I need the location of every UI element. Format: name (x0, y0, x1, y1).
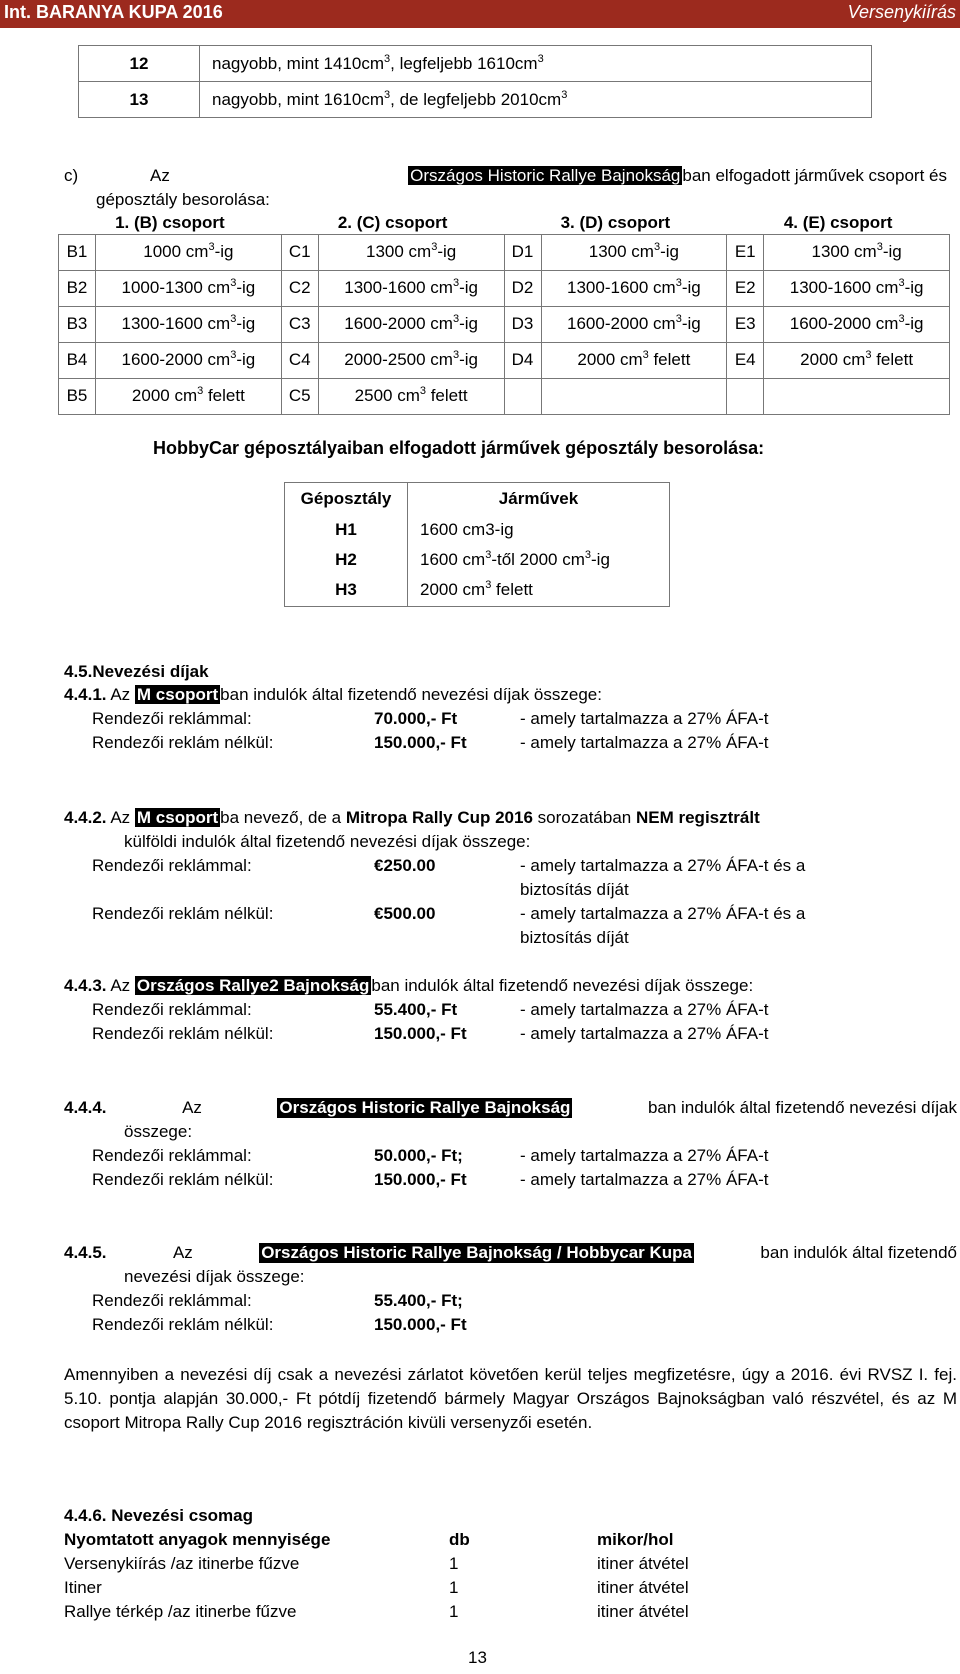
group-code: C2 (281, 270, 318, 306)
section-4-4-2-heading: 4.4.2. Az M csoport ba nevező, de a Mitropa Rally Cup 2016 sorozatában NEM regisztrált (64, 808, 760, 827)
row-text: nagyobb, mint $1610cm^3$, de legfeljebb $2010cm^3$ (200, 82, 872, 118)
fee-note: - amely tartalmazza a 27% ÁFA-t (520, 709, 769, 728)
group-e-header: 4. (E) csoport (783, 212, 893, 232)
fee-amount: 150.000,- Ft (374, 1315, 467, 1334)
page-header (0, 0, 960, 28)
fee-amount: 55.400,- Ft; (374, 1291, 463, 1310)
package-item: Itiner (64, 1578, 102, 1597)
group-capacity: 1300 $cm^3-ig$ (541, 234, 727, 270)
section-4-4-4-line2: összege: (124, 1122, 193, 1141)
group-code: C1 (281, 234, 318, 270)
table-row (59, 342, 950, 378)
groups-table (58, 212, 950, 415)
section-4-4-1-heading: 4.4.1. Az M csoport ban indulók által fizetendő nevezési díjak összege: (64, 685, 602, 704)
fee-amount: 70.000,- Ft (374, 709, 458, 728)
group-capacity: 1600-2000 $cm^3-ig$ (541, 306, 727, 342)
group-code: D1 (504, 234, 541, 270)
highlight-term: Országos Historic Rallye Bajnokság (279, 1098, 571, 1117)
group-capacity: 2000 $cm^3$ felett (764, 342, 950, 378)
groups-header-row (59, 212, 950, 234)
fee-note: biztosítás díját (520, 928, 629, 947)
header-subtitle: Versenykiírás (847, 2, 956, 22)
group-code: E4 (727, 342, 764, 378)
fee-label: Rendezői reklám nélkül: (92, 1315, 274, 1334)
package-where: itiner átvétel (597, 1554, 689, 1573)
group-capacity (764, 378, 950, 414)
fee-label: Rendezői reklám nélkül: (92, 733, 274, 752)
highlight-term: Országos Historic Rallye Bajnokság / Hobbycar Kupa (261, 1243, 692, 1262)
page-number: 13 (468, 1648, 487, 1667)
group-code: D3 (504, 306, 541, 342)
group-code: D2 (504, 270, 541, 306)
fee-label: Rendezői reklám nélkül: (92, 1170, 274, 1189)
hobby-col2: Járművek (408, 483, 670, 515)
group-code (727, 378, 764, 414)
section-c-label: c) (64, 166, 79, 185)
group-code (504, 378, 541, 414)
group-capacity: 1600-2000 $cm^3-ig$ (764, 306, 950, 342)
group-capacity: 1300-1600 $cm^3-ig$ (318, 270, 504, 306)
group-code: E3 (727, 306, 764, 342)
highlight-term: M csoport (136, 685, 219, 704)
package-qty: 1 (449, 1554, 459, 1573)
fee-note: - amely tartalmazza a 27% ÁFA-t (520, 1170, 769, 1189)
fee-note: biztosítás díját (520, 880, 629, 899)
highlight-term: Országos Rallye2 Bajnokság (136, 976, 370, 995)
group-capacity: 1600-2000 $cm^3-ig$ (318, 306, 504, 342)
hobbycar-title: HobbyCar géposztályaiban elfogadott járművek géposztály besorolása: (153, 438, 765, 458)
group-capacity: 2000 $cm^3$ felett (541, 342, 727, 378)
table-row (79, 82, 872, 118)
fee-label: Rendezői reklám nélkül: (92, 1024, 274, 1043)
group-capacity: 1600-2000 $cm^3-ig$ (96, 342, 282, 378)
fee-label: Rendezői reklámmal: (92, 1146, 252, 1165)
fee-note: - amely tartalmazza a 27% ÁFA-t és a (520, 904, 806, 923)
section-4-4-5-line2: nevezési díjak összege: (124, 1267, 305, 1286)
group-capacity: 1300-1600 $cm^3-ig$ (541, 270, 727, 306)
table-row: H1 1600 cm3-ig (285, 515, 670, 545)
fee-amount: 150.000,- Ft (374, 1024, 467, 1043)
group-capacity: 1300 $cm^3-ig$ (318, 234, 504, 270)
group-code: B5 (59, 378, 96, 414)
fee-amount: 150.000,- Ft (374, 733, 467, 752)
group-capacity: 1000 $cm^3-ig$ (96, 234, 282, 270)
group-capacity: 1000-1300 $cm^3-ig$ (96, 270, 282, 306)
group-code: B3 (59, 306, 96, 342)
table-row (59, 234, 950, 270)
fee-amount: 150.000,- Ft (374, 1170, 467, 1189)
table-row: H2 1600 $cm^3$-től 2000 $cm^3-ig$ (285, 545, 670, 575)
fee-note: - amely tartalmazza a 27% ÁFA-t (520, 1146, 769, 1165)
section-4-5-title: 4.5.Nevezési díjak (64, 662, 209, 681)
hobby-col1: Géposztály (285, 483, 408, 515)
row-text: nagyobb, mint $1410cm^3$, legfeljebb $1610cm^3$ (200, 46, 872, 82)
table-row: H3 2000 $cm^3$ felett (285, 575, 670, 607)
hobbycar-table (284, 482, 670, 607)
table-row (79, 46, 872, 82)
fee-label: Rendezői reklámmal: (92, 1291, 252, 1310)
group-b-header: 1. (B) csoport (115, 212, 225, 232)
group-code: C4 (281, 342, 318, 378)
fee-note: - amely tartalmazza a 27% ÁFA-t és a (520, 856, 806, 875)
fee-amount: 55.400,- Ft (374, 1000, 458, 1019)
highlight-term: M csoport (136, 808, 219, 827)
section-4-4-6-title: 4.4.6. Nevezési csomag (64, 1506, 254, 1525)
fee-amount: €500.00 (374, 904, 436, 923)
fee-label: Rendezői reklámmal: (92, 856, 252, 875)
table-row (59, 306, 950, 342)
header-title: Int. BARANYA KUPA 2016 (4, 2, 223, 22)
section-c-line1: Az Országos Historic Rallye Bajnokság ban elfogadott járművek csoport és (150, 166, 947, 185)
section-4-4-2-line2: külföldi indulók által fizetendő nevezési díjak összege: (124, 832, 531, 851)
table-row (59, 378, 950, 414)
fee-label: Rendezői reklámmal: (92, 709, 252, 728)
fee-note: - amely tartalmazza a 27% ÁFA-t (520, 1024, 769, 1043)
fee-note: - amely tartalmazza a 27% ÁFA-t (520, 1000, 769, 1019)
fee-label: Rendezői reklám nélkül: (92, 904, 274, 923)
package-where: itiner átvétel (597, 1602, 689, 1621)
group-capacity: 1300-1600 $cm^3-ig$ (96, 306, 282, 342)
row-number: 13 (79, 82, 200, 118)
group-code: C3 (281, 306, 318, 342)
group-code: C5 (281, 378, 318, 414)
fee-amount: €250.00 (374, 856, 436, 875)
group-capacity: 1300 $cm^3-ig$ (764, 234, 950, 270)
package-item: Versenykiírás /az itinerbe fűzve (64, 1554, 300, 1573)
group-capacity: 2500 $cm^3$ felett (318, 378, 504, 414)
package-col-header: Nyomtatott anyagok mennyisége (64, 1530, 331, 1549)
package-qty: 1 (449, 1578, 459, 1597)
group-code: E1 (727, 234, 764, 270)
group-c-header: 2. (C) csoport (337, 212, 448, 232)
group-capacity: 2000 $cm^3$ felett (96, 378, 282, 414)
group-d-header: 3. (D) csoport (560, 212, 671, 232)
section-c-line2: géposztály besorolása: (96, 190, 270, 209)
package-col-header: mikor/hol (597, 1530, 674, 1549)
engine-class-table (78, 45, 872, 118)
package-col-header: db (449, 1530, 470, 1549)
package-qty: 1 (449, 1602, 459, 1621)
highlight-term: Országos Historic Rallye Bajnokság (410, 166, 681, 185)
group-code: E2 (727, 270, 764, 306)
fee-label: Rendezői reklámmal: (92, 1000, 252, 1019)
row-number: 12 (79, 46, 200, 82)
fee-note: - amely tartalmazza a 27% ÁFA-t (520, 733, 769, 752)
section-4-4-5-heading: 4.4.5. Az Országos Historic Rallye Bajnokság / Hobbycar Kupa ban indulók által fizetendő (64, 1243, 957, 1262)
package-item: Rallye térkép /az itinerbe fűzve (64, 1602, 297, 1621)
late-fee-paragraph: Amennyiben a nevezési díj csak a nevezési zárlatot követően kerül teljes megfizetésre, úgy a 2016. évi RVSZ I. fej. 5.10. pontja alapján 30.000,- Ft pótdíj fizetendő bármely Magyar Országos Bajnokságban való részvétel, és az M csoport Mitropa Rally Cup 2016 regisztráción kivüli versenyzői esetén. (64, 1365, 957, 1432)
group-code: B2 (59, 270, 96, 306)
group-capacity: 2000-2500 $cm^3-ig$ (318, 342, 504, 378)
fee-amount: 50.000,- Ft; (374, 1146, 463, 1165)
group-capacity (541, 378, 727, 414)
section-4-4-4-heading: 4.4.4. Az Országos Historic Rallye Bajnokság ban indulók által fizetendő nevezési díjak (64, 1098, 957, 1117)
group-code: B1 (59, 234, 96, 270)
group-capacity: 1300-1600 $cm^3-ig$ (764, 270, 950, 306)
section-4-4-3-heading: 4.4.3. Az Országos Rallye2 Bajnokság ban indulók által fizetendő nevezési díjak összege: (64, 976, 754, 995)
package-where: itiner átvétel (597, 1578, 689, 1597)
table-row (59, 270, 950, 306)
group-code: B4 (59, 342, 96, 378)
group-code: D4 (504, 342, 541, 378)
